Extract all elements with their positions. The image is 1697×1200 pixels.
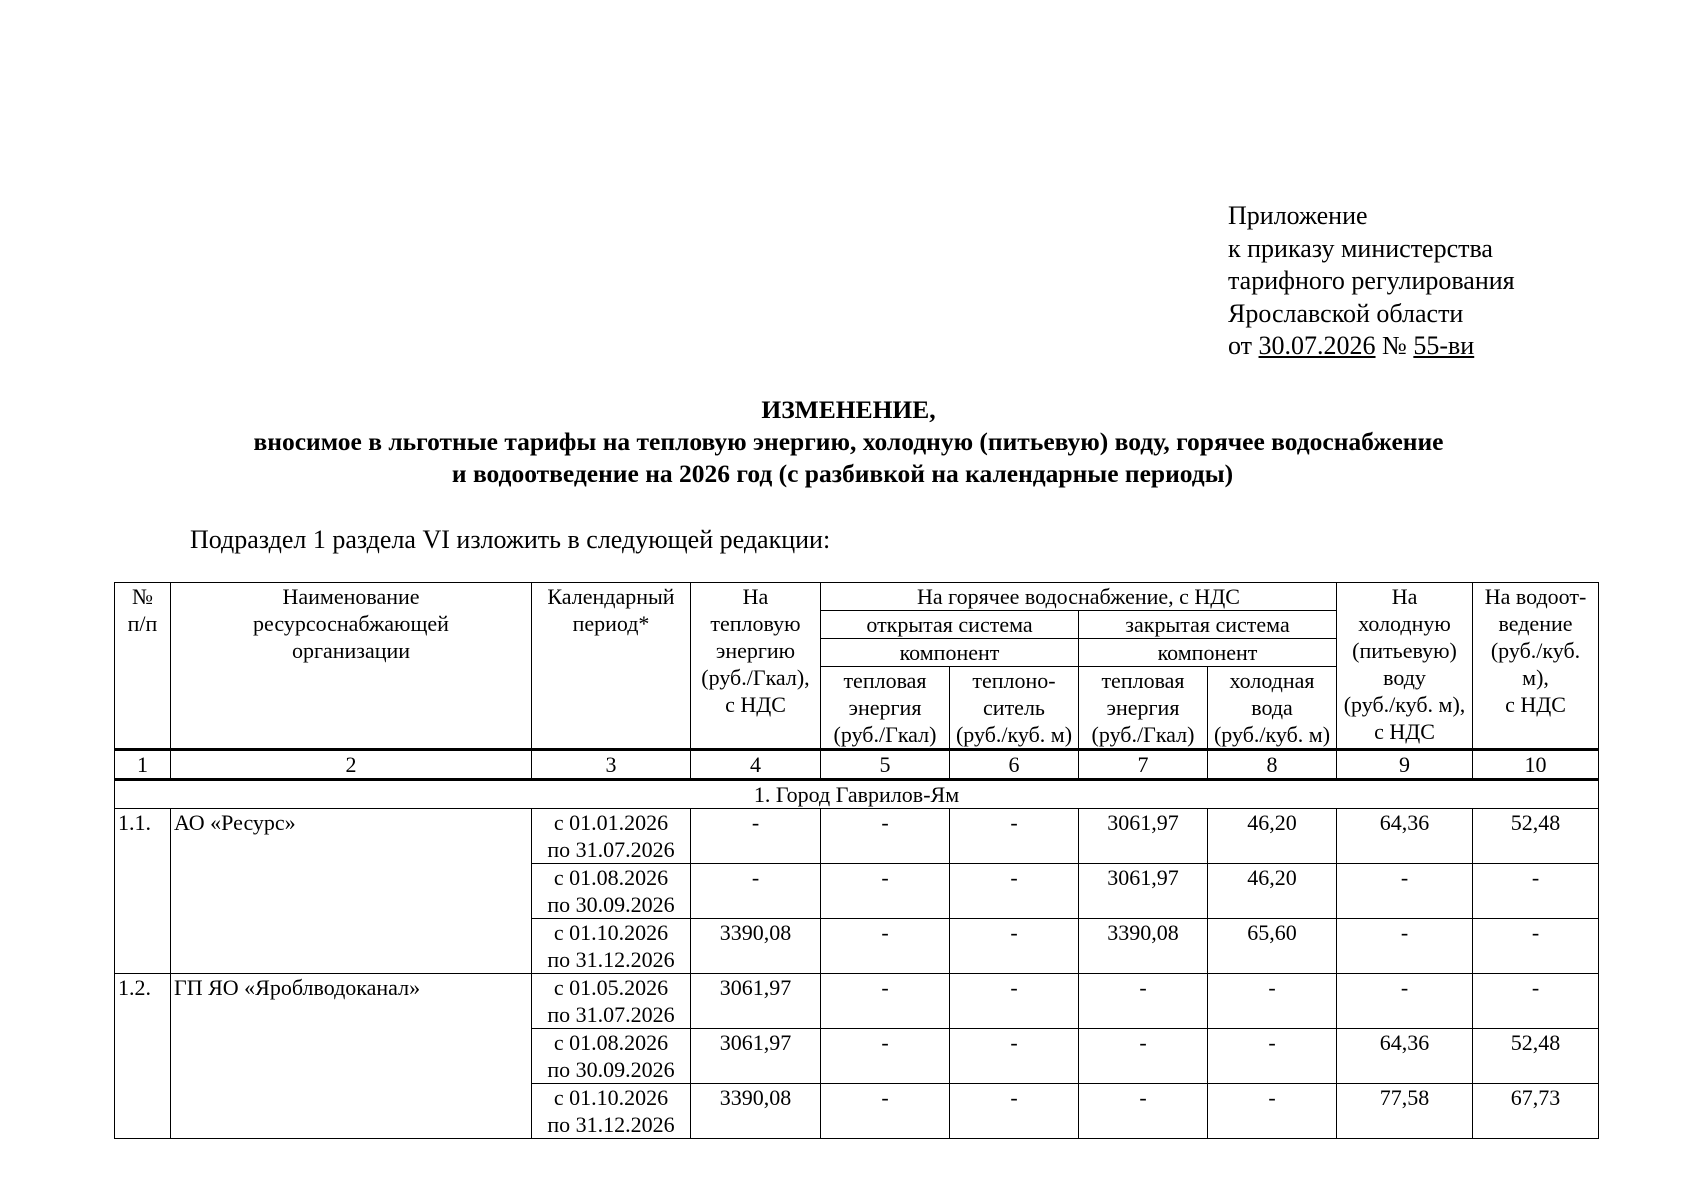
column-number: 5 xyxy=(821,750,950,780)
column-number: 4 xyxy=(691,750,821,780)
value-cell: 65,60 xyxy=(1208,919,1337,974)
period-to: по 31.07.2026 xyxy=(547,1002,675,1027)
value-cell: - xyxy=(691,809,821,864)
value-cell: - xyxy=(950,919,1079,974)
org-name: ГП ЯО «Яроблводоканал» xyxy=(171,974,532,1139)
period-from: с 01.01.2026 xyxy=(553,810,669,835)
value-cell: - xyxy=(821,809,950,864)
value-cell: 46,20 xyxy=(1208,809,1337,864)
header-open-system: открытая система xyxy=(821,611,1079,639)
order-number-sign: № xyxy=(1382,331,1407,360)
period-to: по 30.09.2026 xyxy=(547,892,675,917)
header-line: № xyxy=(132,584,153,609)
header-line: с НДС xyxy=(725,692,786,717)
value-cell: 52,48 xyxy=(1473,1029,1599,1084)
value-cell: - xyxy=(821,974,950,1029)
header-lines xyxy=(1340,583,1469,745)
column-number: 6 xyxy=(950,750,1079,780)
value-cell: 46,20 xyxy=(1208,864,1337,919)
period-cell xyxy=(532,1029,691,1084)
header-open-carrier xyxy=(950,667,1079,750)
value-cell: 67,73 xyxy=(1473,1084,1599,1139)
value-cell: - xyxy=(1473,919,1599,974)
appendix-block xyxy=(1228,200,1515,363)
header-lines xyxy=(694,583,817,718)
value-cell: - xyxy=(1208,1029,1337,1084)
value-cell: - xyxy=(1079,1029,1208,1084)
header-lines xyxy=(535,583,687,637)
header-line: На xyxy=(742,584,769,609)
period-to: по 31.07.2026 xyxy=(547,837,675,862)
header-heat xyxy=(691,583,821,750)
header-line: (руб./Гкал) xyxy=(833,722,937,747)
value-cell: - xyxy=(950,1084,1079,1139)
value-cell: 77,58 xyxy=(1337,1084,1473,1139)
header-line: ресурсоснабжающей xyxy=(253,611,449,636)
header-closed-cold xyxy=(1208,667,1337,750)
header-line: (питьевую) xyxy=(1352,638,1457,663)
org-name: АО «Ресурс» xyxy=(171,809,532,974)
header-line: (руб./Гкал) xyxy=(1091,722,1195,747)
value-cell: 3390,08 xyxy=(691,919,821,974)
header-line: п/п xyxy=(127,611,158,636)
column-number: 8 xyxy=(1208,750,1337,780)
column-number: 1 xyxy=(115,750,171,780)
table-row xyxy=(115,974,1599,1029)
period-from: с 01.08.2026 xyxy=(553,1030,669,1055)
value-cell: - xyxy=(1079,974,1208,1029)
value-cell: 3061,97 xyxy=(1079,864,1208,919)
appendix-line: Ярославской области xyxy=(1228,298,1464,328)
header-component-closed: компонент xyxy=(1079,639,1337,667)
header-org xyxy=(171,583,532,750)
header-line: с НДС xyxy=(1505,692,1566,717)
column-number: 2 xyxy=(171,750,532,780)
header-lines xyxy=(1082,667,1204,748)
header-line: период* xyxy=(572,611,650,636)
header-lines xyxy=(118,583,167,637)
order-number: 55-ви xyxy=(1413,331,1475,360)
org-number: 1.1. xyxy=(115,809,171,974)
header-line: Календарный xyxy=(547,584,675,609)
header-line: (руб./куб. м), xyxy=(1343,692,1466,717)
appendix-order-line xyxy=(1228,330,1515,363)
value-cell: 3061,97 xyxy=(1079,809,1208,864)
column-number: 7 xyxy=(1079,750,1208,780)
header-lines xyxy=(824,667,946,748)
header-line: (руб./куб. м) xyxy=(955,722,1073,747)
value-cell: - xyxy=(1473,864,1599,919)
period-cell xyxy=(532,809,691,864)
column-number-row xyxy=(115,750,1599,780)
title-line-3: и водоотведение на 2026 год (с разбивкой на календарные периоды) xyxy=(451,459,1234,488)
header-line: вода xyxy=(1251,695,1293,720)
header-line: организации xyxy=(291,638,411,663)
value-cell: - xyxy=(1337,864,1473,919)
column-number: 10 xyxy=(1473,750,1599,780)
period-to: по 30.09.2026 xyxy=(547,1057,675,1082)
value-cell: - xyxy=(950,864,1079,919)
header-line: На водоот- xyxy=(1484,584,1587,609)
value-cell: - xyxy=(950,809,1079,864)
value-cell: - xyxy=(1208,1084,1337,1139)
header-line: (руб./куб. м) xyxy=(1213,722,1331,747)
column-number: 3 xyxy=(532,750,691,780)
intro-text: Подраздел 1 раздела VI изложить в следующей редакции: xyxy=(190,525,831,554)
value-cell: - xyxy=(1208,974,1337,1029)
header-period xyxy=(532,583,691,750)
period-cell xyxy=(532,864,691,919)
value-cell: - xyxy=(821,1084,950,1139)
period-from: с 01.10.2026 xyxy=(553,920,669,945)
period-from: с 01.10.2026 xyxy=(553,1085,669,1110)
period-cell xyxy=(532,1084,691,1139)
header-line: На xyxy=(1391,584,1418,609)
title-line-1: ИЗМЕНЕНИЕ, xyxy=(761,395,936,424)
period-from: с 01.05.2026 xyxy=(553,975,669,1000)
header-line: Наименование xyxy=(282,584,420,609)
value-cell: - xyxy=(821,919,950,974)
value-cell: 3390,08 xyxy=(691,1084,821,1139)
header-num xyxy=(115,583,171,750)
document-title xyxy=(0,394,1697,490)
header-line: тепловая xyxy=(1101,668,1185,693)
header-line: воду xyxy=(1383,665,1426,690)
header-sewerage xyxy=(1473,583,1599,750)
value-cell: 52,48 xyxy=(1473,809,1599,864)
value-cell: 3061,97 xyxy=(691,974,821,1029)
header-line: тепловая xyxy=(843,668,927,693)
order-date: 30.07.2026 xyxy=(1258,331,1376,360)
header-line: ведение xyxy=(1498,611,1573,636)
period-cell xyxy=(532,974,691,1029)
header-line: энергия xyxy=(848,695,922,720)
header-line: теплоно- xyxy=(972,668,1056,693)
value-cell: - xyxy=(1337,919,1473,974)
value-cell: 64,36 xyxy=(1337,809,1473,864)
value-cell: - xyxy=(950,974,1079,1029)
value-cell: 64,36 xyxy=(1337,1029,1473,1084)
header-lines xyxy=(953,667,1075,748)
appendix-from: от xyxy=(1228,331,1253,360)
header-lines xyxy=(1476,583,1595,718)
org-number: 1.2. xyxy=(115,974,171,1139)
header-line: тепловую xyxy=(710,611,801,636)
value-cell: 3061,97 xyxy=(691,1029,821,1084)
appendix-line: тарифного регулирования xyxy=(1228,266,1515,295)
header-component-open: компонент xyxy=(821,639,1079,667)
header-cold-water xyxy=(1337,583,1473,750)
appendix-line: к приказу министерства xyxy=(1228,233,1493,263)
value-cell: - xyxy=(950,1029,1079,1084)
column-number: 9 xyxy=(1337,750,1473,780)
header-line: ситель xyxy=(983,695,1045,720)
period-from: с 01.08.2026 xyxy=(553,865,669,890)
header-open-thermal xyxy=(821,667,950,750)
value-cell: 3390,08 xyxy=(1079,919,1208,974)
tariffs-table xyxy=(114,582,1599,1139)
section-row xyxy=(115,780,1599,809)
value-cell: - xyxy=(1473,974,1599,1029)
header-closed-thermal xyxy=(1079,667,1208,750)
header-closed-system: закрытая система xyxy=(1079,611,1337,639)
value-cell: - xyxy=(1079,1084,1208,1139)
header-lines xyxy=(1211,667,1333,748)
header-line: (руб./куб. м), xyxy=(1490,638,1581,690)
header-line: (руб./Гкал), xyxy=(701,665,810,690)
period-to: по 31.12.2026 xyxy=(547,1112,675,1137)
period-to: по 31.12.2026 xyxy=(547,947,675,972)
section-title: 1. Город Гаврилов-Ям xyxy=(115,780,1599,809)
value-cell: - xyxy=(821,864,950,919)
header-line: холодная xyxy=(1229,668,1315,693)
header-row xyxy=(115,583,1599,611)
table-row xyxy=(115,809,1599,864)
header-line: энергию xyxy=(715,638,796,663)
header-hot-water: На горячее водоснабжение, с НДС xyxy=(821,583,1337,611)
header-lines xyxy=(174,583,528,664)
period-cell xyxy=(532,919,691,974)
value-cell: - xyxy=(691,864,821,919)
table-body xyxy=(115,583,1599,1139)
header-line: холодную xyxy=(1358,611,1451,636)
header-line: энергия xyxy=(1106,695,1180,720)
title-line-2: вносимое в льготные тарифы на тепловую энергию, холодную (питьевую) воду, горячее водоснабжение xyxy=(253,427,1444,456)
header-line: с НДС xyxy=(1374,719,1435,744)
appendix-line: Приложение xyxy=(1228,201,1368,230)
value-cell: - xyxy=(821,1029,950,1084)
value-cell: - xyxy=(1337,974,1473,1029)
